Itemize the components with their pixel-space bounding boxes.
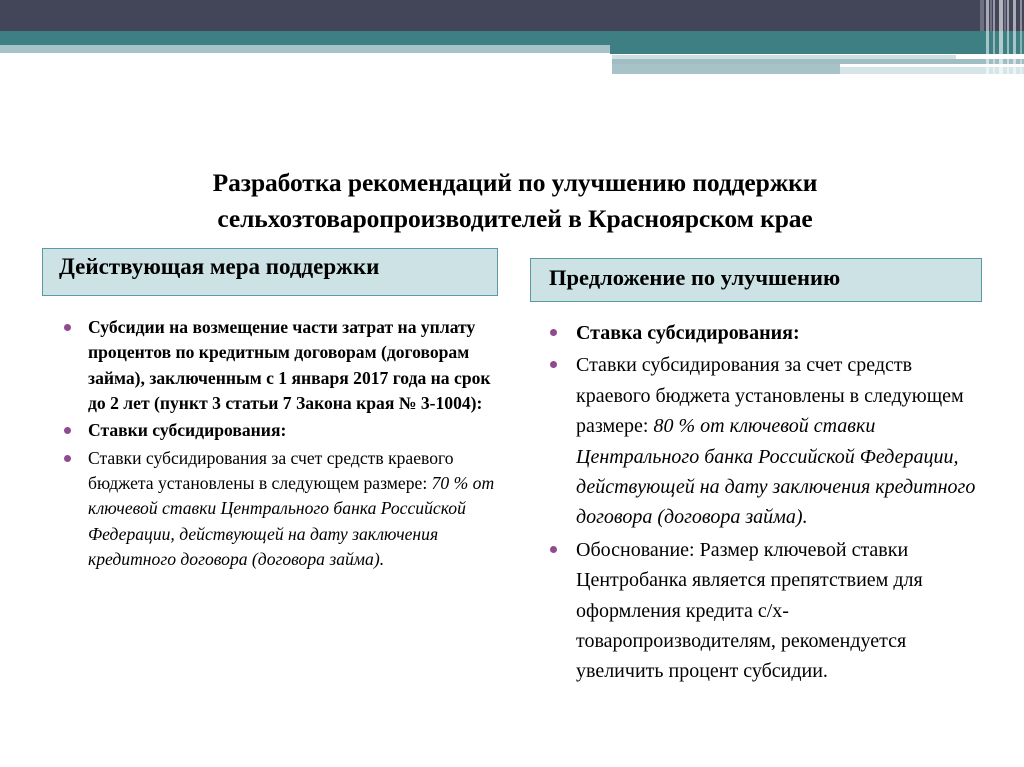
list-item-text: Ставки субсидирования за счет средств краевого бюджета установлены в следующем размере:: [576, 354, 964, 438]
list-item: [530, 350, 982, 532]
left-column-current-measure: [42, 248, 498, 574]
list-item-text-emphasis: 70 % от ключевой ставки Центрального банка Российской Федерации, действующей на дату заключения кредитного договора (договора займа).: [88, 472, 495, 569]
banner-vertical-grey-stripe-2: [990, 0, 992, 31]
banner-teal-band-right: [610, 45, 1024, 54]
bullet-dot-icon: [64, 455, 71, 462]
bullet-dot-icon: [550, 546, 557, 553]
list-item: [42, 418, 498, 443]
banner-vertical-stripe-4: [1007, 0, 1009, 90]
page-title-line-1: Разработка рекомендаций по улучшению поддержки: [212, 168, 818, 198]
page-title-line-2: сельхозтоваропроизводителей в Красноярском крае: [217, 204, 813, 234]
list-item: [42, 446, 498, 573]
bullet-dot-icon: [550, 361, 557, 368]
list-item-text: Ставки субсидирования за счет средств краевого бюджета установлены в следующем размере:: [88, 447, 454, 493]
right-column-bullet-list: [530, 318, 982, 687]
banner-light-band-left: [0, 45, 612, 53]
banner-teal-band: [0, 31, 1024, 45]
left-column-header-box: [42, 248, 498, 296]
banner-vertical-stripe-3: [999, 0, 1003, 90]
banner-vertical-grey-stripe-3: [1004, 0, 1006, 31]
bullet-dot-icon: [64, 324, 71, 331]
banner-dark-band: [0, 0, 1024, 31]
bullet-dot-icon: [64, 427, 71, 434]
list-item-text: Ставка субсидирования:: [576, 322, 800, 344]
banner-accent-stripe-e: [840, 67, 1024, 74]
list-item-text: Обоснование: Размер ключевой ставки Центробанка является препятствием для оформления кредита с/х-товаропроизводителям, рекомендуется увеличить процент субсидии.: [576, 538, 923, 683]
banner-vertical-stripe-6: [1020, 0, 1022, 90]
right-column-improvement-proposal: [530, 258, 982, 689]
decorative-top-banner: [0, 0, 1024, 90]
banner-vertical-stripe-1: [986, 0, 989, 90]
list-item-text-emphasis: 80 % от ключевой ставки Центрального банка Российской Федерации, действующей на дату заключения кредитного договора (договора займа).: [576, 415, 976, 529]
left-column-bullet-list: [42, 315, 498, 572]
list-item: [530, 535, 982, 687]
list-item: [42, 315, 498, 416]
list-item-text: Ставки субсидирования:: [88, 420, 287, 441]
banner-vertical-stripe-2: [993, 0, 995, 90]
banner-vertical-stripe-5: [1013, 0, 1016, 90]
left-column-header-label: Действующая мера поддержки: [59, 254, 380, 279]
list-item: [530, 318, 982, 348]
right-column-header-box: [530, 258, 982, 302]
list-item-text: Субсидии на возмещение части затрат на уплату процентов по кредитным договорам (договорам займа), заключенным с 1 января 2017 года на срок до 2 лет (пункт 3 статьи 7 Закона края № 3-1004):: [88, 317, 491, 413]
page-title: [110, 165, 920, 237]
right-column-header-label: Предложение по улучшению: [549, 265, 841, 290]
banner-vertical-grey-stripe-1: [980, 0, 984, 31]
bullet-dot-icon: [550, 329, 557, 336]
